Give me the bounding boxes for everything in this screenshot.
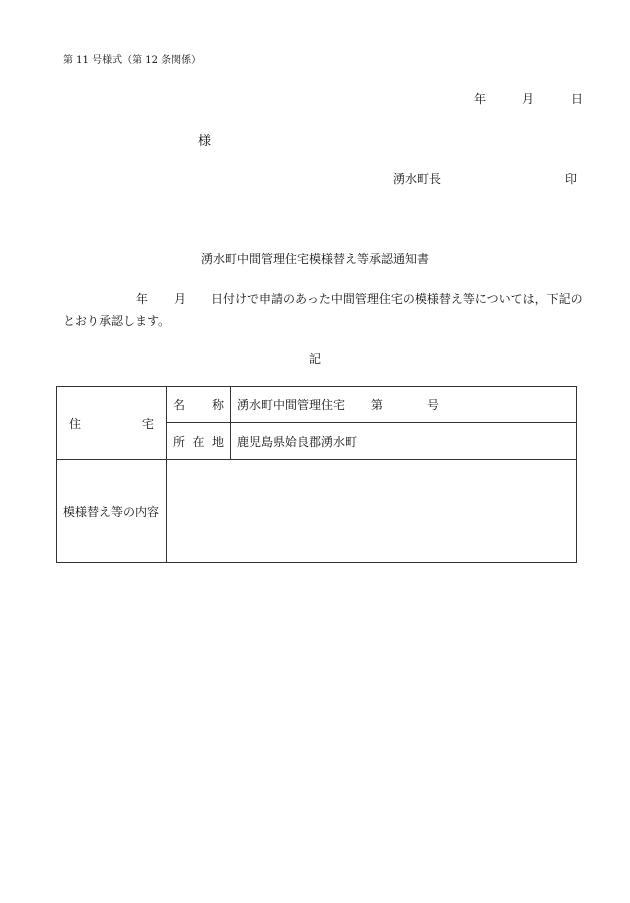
date-day-label: 日 [571, 92, 584, 106]
name-value-cell [231, 387, 577, 423]
location-value: 鹿児島県姶良郡湧水町 [237, 434, 358, 449]
document-title: 湧水町中間管理住宅模様替え等承認通知書 [200, 252, 429, 266]
content-label-cell [57, 460, 167, 563]
body-month-label: 月 [174, 292, 187, 306]
name-value: 湧水町中間管理住宅 [237, 398, 346, 413]
name-label-b: 称 [211, 398, 224, 413]
detail-table [56, 386, 577, 563]
body-line-1: 日付けで申請のあった中間管理住宅の模様替え等については，下記の [211, 292, 583, 306]
location-label-cell [167, 423, 231, 460]
name-go: 号 [427, 398, 440, 413]
name-label-cell [167, 387, 231, 423]
ki-heading: 記 [308, 352, 321, 366]
date-month-label: 月 [522, 92, 535, 106]
body-line-2: とおり承認します。 [63, 314, 171, 328]
issuer-name: 湧水町長 [393, 172, 442, 186]
content-value-cell [167, 460, 577, 563]
location-value-cell [231, 423, 577, 460]
table-row-content [57, 460, 577, 563]
seal-mark: 印 [565, 172, 578, 186]
location-label-b: 在 [192, 434, 205, 449]
house-label-b: 宅 [141, 416, 154, 431]
content-label: 模様替え等の内容 [63, 504, 160, 519]
location-label-a: 所 [173, 434, 186, 449]
addressee-honorific: 様 [198, 134, 212, 149]
house-label-a: 住 [69, 416, 82, 431]
house-label-cell [57, 387, 167, 460]
name-label-a: 名 [173, 398, 186, 413]
name-dai: 第 [371, 398, 384, 413]
form-number: 第 11 号様式（第 12 条関係） [63, 55, 202, 66]
location-label-c: 地 [211, 434, 224, 449]
body-year-label: 年 [136, 292, 149, 306]
table-row-name [57, 387, 577, 423]
date-year-label: 年 [474, 92, 487, 106]
